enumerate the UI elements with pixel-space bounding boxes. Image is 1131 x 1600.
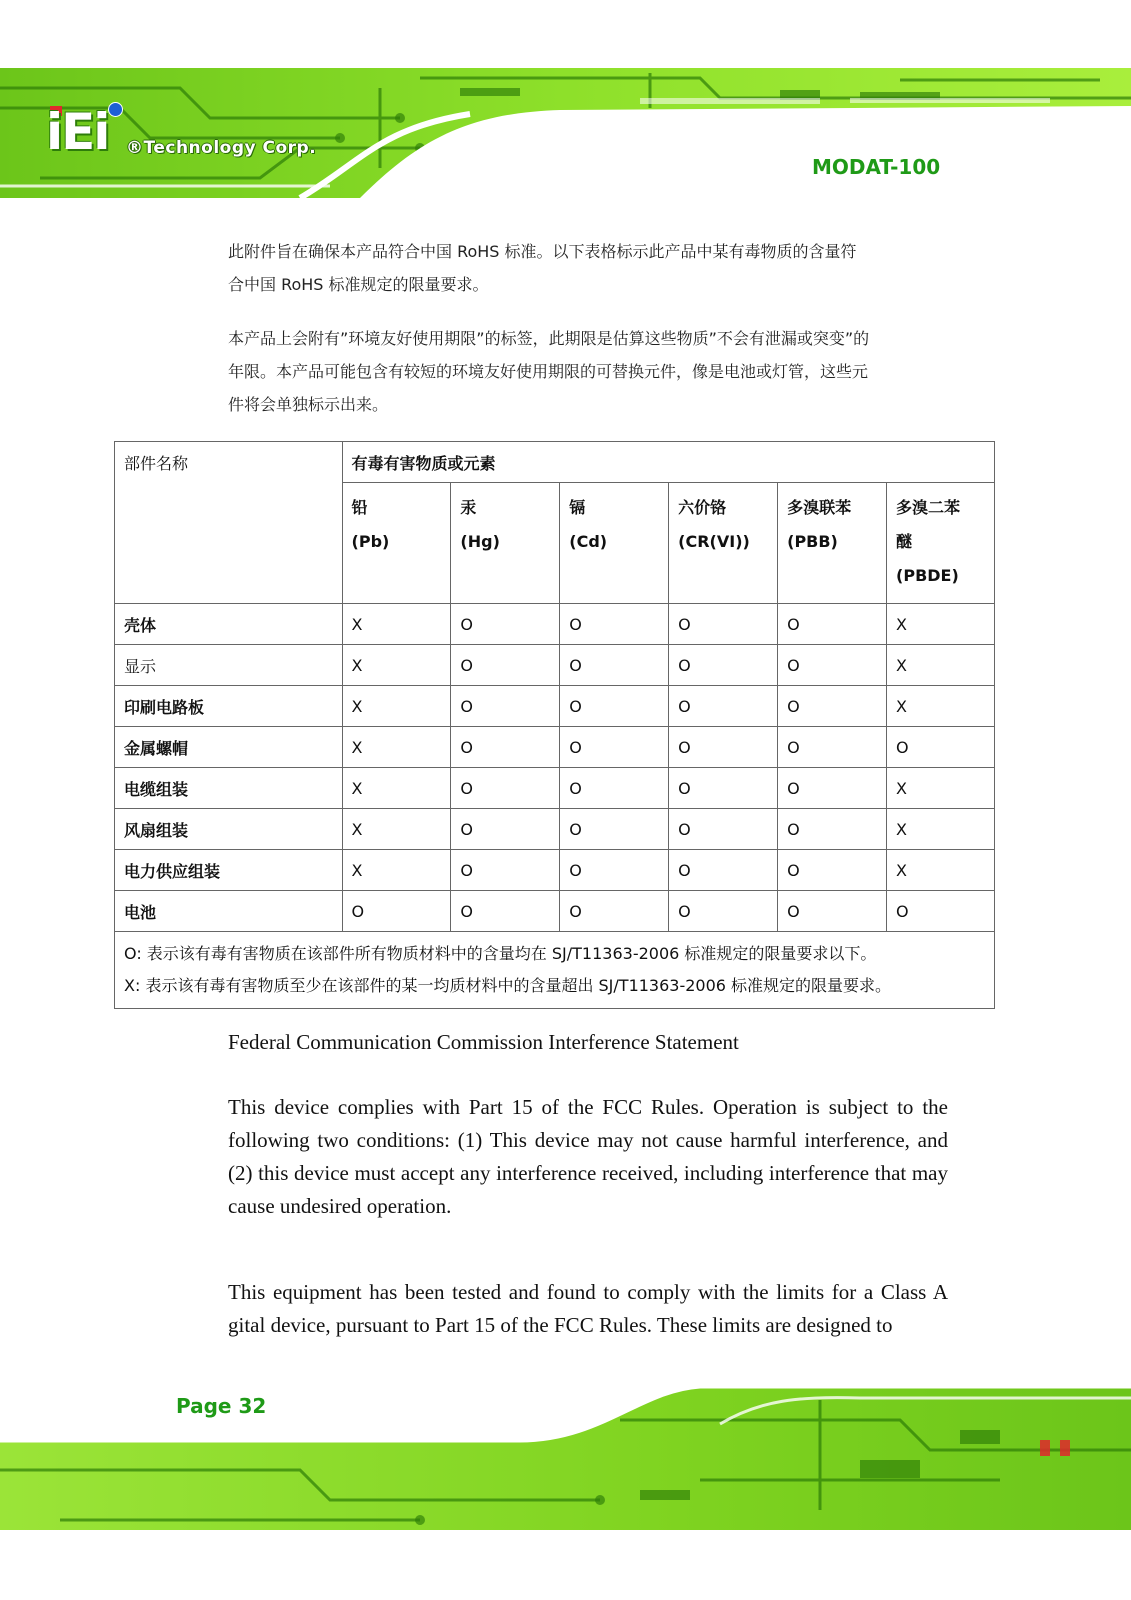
cell-value: O [560, 850, 669, 891]
cell-value: O [778, 891, 887, 932]
part-name: 显示 [115, 645, 343, 686]
logo-blue-dot [108, 102, 123, 117]
cell-value: O [451, 850, 560, 891]
cell-value: O [342, 891, 451, 932]
cell-value: O [778, 809, 887, 850]
substance-pb [342, 483, 451, 604]
note-x: X: 表示该有毒有害物质至少在该部件的某一均质材料中的含量超出 SJ/T11363-2006 标准规定的限量要求。 [124, 976, 892, 995]
fcc-paragraph-1: This device complies with Part 15 of the FCC Rules. Operation is subject to the following two conditions: (1) This device may not cause harmful interference, and (2) this device must accept any interference received, including interference that may cause undesired operation. [228, 1095, 948, 1218]
substance-hg [451, 483, 560, 604]
part-name: 风扇组装 [115, 809, 343, 850]
substance-crvi-sym: (CR(VI)) [678, 532, 750, 551]
substance-cd-zh: 镉 [569, 498, 586, 517]
intro-p1-line2: 合中国 RoHS 标准规定的限量要求。 [228, 275, 489, 294]
cell-value: O [560, 768, 669, 809]
cell-value: X [342, 768, 451, 809]
fcc-paragraph-2: This equipment has been tested and found to comply with the limits for a Class A gital device, pursuant to Part 15 of the FCC Rules. These limits are designed to [228, 1280, 948, 1337]
cell-value: X [887, 850, 995, 891]
substance-pbde-zh-line1: 多溴二苯 [896, 498, 961, 517]
table-row [115, 850, 995, 891]
substance-hg-zh: 汞 [460, 498, 477, 517]
table-row [115, 686, 995, 727]
cell-value: O [778, 604, 887, 645]
table-row [115, 727, 995, 768]
cell-value: O [778, 850, 887, 891]
cell-value: O [669, 891, 778, 932]
cell-value: O [560, 604, 669, 645]
cell-value: O [669, 768, 778, 809]
intro-p2-line3: 件将会单独标示出来。 [228, 395, 389, 414]
footer-pcb-graphic [0, 1380, 1131, 1530]
substance-crvi-zh: 六价铬 [678, 498, 727, 517]
cell-value: O [560, 809, 669, 850]
intro-paragraph-2 [228, 322, 948, 421]
intro-p1-line1: 此附件旨在确保本产品符合中国 RoHS 标准。以下表格标示此产品中某有毒物质的含量符 [228, 242, 857, 261]
part-name: 印刷电路板 [115, 686, 343, 727]
cell-value: X [887, 686, 995, 727]
cell-value: O [669, 604, 778, 645]
cell-value: O [451, 686, 560, 727]
cell-value: O [451, 727, 560, 768]
cell-value: O [778, 645, 887, 686]
company-logo [46, 98, 346, 161]
note-o: O: 表示该有毒有害物质在该部件所有物质材料中的含量均在 SJ/T11363-2006 标准规定的限量要求以下。 [124, 944, 877, 963]
cell-value: O [887, 891, 995, 932]
part-name-header: 部件名称 [115, 442, 343, 604]
cell-value: X [342, 809, 451, 850]
table-row [115, 809, 995, 850]
substance-pbb-zh: 多溴联苯 [787, 498, 852, 517]
substance-crvi [669, 483, 778, 604]
substance-pb-sym: (Pb) [351, 532, 390, 551]
table-notes-row [115, 932, 995, 1009]
table-row [115, 891, 995, 932]
cell-value: O [560, 891, 669, 932]
cell-value: X [887, 604, 995, 645]
cell-value: X [887, 809, 995, 850]
substance-hg-sym: (Hg) [460, 532, 500, 551]
cell-value: O [451, 768, 560, 809]
substance-pbde-sym: (PBDE) [896, 566, 959, 585]
page-footer [0, 1380, 1131, 1530]
table-header-row [115, 442, 995, 483]
substance-pbb-sym: (PBB) [787, 532, 838, 551]
part-name: 电缆组装 [115, 768, 343, 809]
substance-pbde-zh-line2: 醚 [896, 532, 913, 551]
substance-cd [560, 483, 669, 604]
cell-value: O [560, 686, 669, 727]
cell-value: O [451, 604, 560, 645]
cell-value: O [669, 809, 778, 850]
part-name: 金属螺帽 [115, 727, 343, 768]
cell-value: O [669, 645, 778, 686]
substance-pb-zh: 铅 [351, 498, 368, 517]
cell-value: O [669, 727, 778, 768]
rohs-substance-table [114, 441, 995, 1009]
cell-value: O [560, 727, 669, 768]
cell-value: O [669, 850, 778, 891]
cell-value: X [342, 850, 451, 891]
intro-p2-line2: 年限。本产品可能包含有较短的环境友好使用期限的可替换元件，像是电池或灯管，这些元 [228, 362, 869, 381]
substance-pbde [887, 483, 995, 604]
cell-value: X [342, 645, 451, 686]
fcc-title: Federal Communication Commission Interference Statement [228, 1030, 739, 1054]
cell-value: X [342, 686, 451, 727]
cell-value: X [342, 727, 451, 768]
table-notes [115, 932, 995, 1009]
cell-value: O [451, 809, 560, 850]
logo-mark: iEi [46, 103, 109, 161]
cell-value: O [560, 645, 669, 686]
cell-value: X [342, 604, 451, 645]
cell-value: O [778, 686, 887, 727]
cell-value: X [887, 645, 995, 686]
cell-value: X [887, 768, 995, 809]
table-row [115, 645, 995, 686]
part-name: 电池 [115, 891, 343, 932]
cell-value: O [451, 891, 560, 932]
model-name: MODAT-100 [812, 155, 941, 179]
intro-p2-line1: 本产品上会附有”环境友好使用期限”的标签，此期限是估算这些物质”不会有泄漏或突变”的 [228, 329, 870, 348]
page-number: Page 32 [176, 1394, 267, 1418]
substance-group-header: 有毒有害物质或元素 [342, 442, 994, 483]
page-header [0, 68, 1131, 198]
cell-value: O [451, 645, 560, 686]
intro-paragraph-1 [228, 235, 948, 301]
cell-value: O [669, 686, 778, 727]
cell-value: O [778, 727, 887, 768]
table-row [115, 768, 995, 809]
cell-value: O [887, 727, 995, 768]
logo-text: ®Technology Corp. [126, 138, 317, 158]
table-row [115, 604, 995, 645]
cell-value: O [778, 768, 887, 809]
part-name: 壳体 [115, 604, 343, 645]
substance-cd-sym: (Cd) [569, 532, 608, 551]
part-name: 电力供应组装 [115, 850, 343, 891]
substance-pbb [778, 483, 887, 604]
